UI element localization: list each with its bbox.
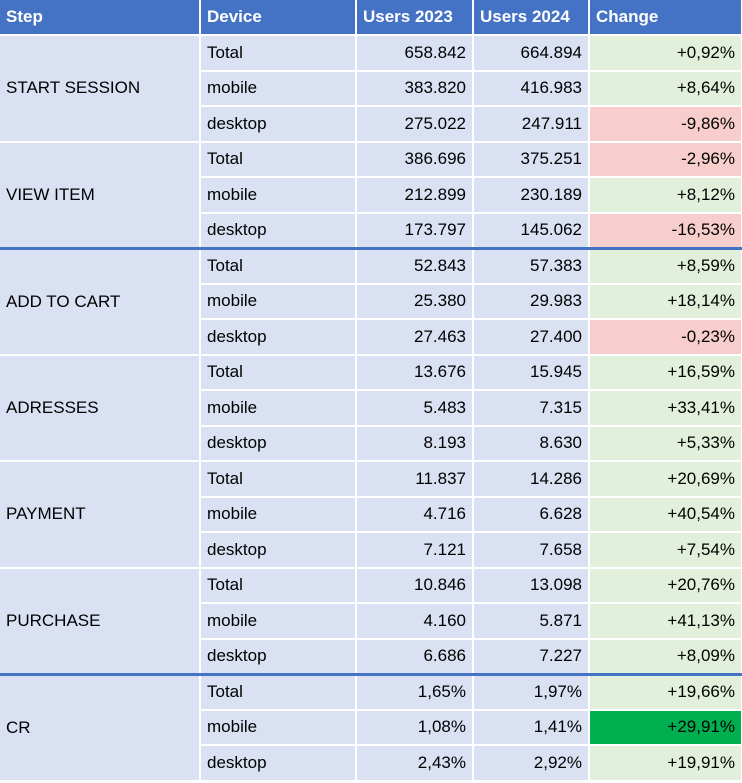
table-row [0,142,742,178]
device-cell: Total [200,142,356,178]
users-2024-cell: 230.189 [473,177,589,213]
users-2023-cell: 11.837 [356,461,473,497]
users-2024-cell: 14.286 [473,461,589,497]
users-2024-cell: 27.400 [473,319,589,355]
change-cell: +19,66% [589,674,742,710]
header-step: Step [0,0,200,35]
users-2023-cell: 27.463 [356,319,473,355]
users-2023-cell: 1,65% [356,674,473,710]
change-cell: -2,96% [589,142,742,178]
step-cell: PAYMENT [0,461,200,568]
device-cell: Total [200,568,356,604]
device-cell: Total [200,248,356,284]
device-cell: mobile [200,603,356,639]
change-cell: +19,91% [589,745,742,781]
users-2024-cell: 7.658 [473,532,589,568]
users-2023-cell: 10.846 [356,568,473,604]
device-cell: mobile [200,284,356,320]
device-cell: desktop [200,745,356,781]
users-2023-cell: 658.842 [356,35,473,71]
users-2024-cell: 145.062 [473,213,589,249]
table-row [0,248,742,284]
step-cell: ADRESSES [0,355,200,462]
device-cell: mobile [200,497,356,533]
step-cell: CR [0,674,200,781]
change-cell: +20,69% [589,461,742,497]
header-change: Change [589,0,742,35]
device-cell: Total [200,35,356,71]
change-cell: -9,86% [589,106,742,142]
step-cell: ADD TO CART [0,248,200,355]
users-2024-cell: 15.945 [473,355,589,391]
table-body [0,35,742,781]
table-row [0,568,742,604]
users-2023-cell: 7.121 [356,532,473,568]
change-cell: +5,33% [589,426,742,462]
device-cell: desktop [200,319,356,355]
users-2024-cell: 5.871 [473,603,589,639]
change-cell: +18,14% [589,284,742,320]
users-2024-cell: 416.983 [473,71,589,107]
table-row [0,355,742,391]
header-users-2024: Users 2024 [473,0,589,35]
change-cell: +33,41% [589,390,742,426]
change-cell: +20,76% [589,568,742,604]
change-cell: -0,23% [589,319,742,355]
users-2024-cell: 57.383 [473,248,589,284]
device-cell: Total [200,355,356,391]
users-2023-cell: 5.483 [356,390,473,426]
change-cell: +8,09% [589,639,742,675]
users-2023-cell: 275.022 [356,106,473,142]
change-cell: +7,54% [589,532,742,568]
header-row [0,0,742,35]
change-cell: +16,59% [589,355,742,391]
users-2024-cell: 375.251 [473,142,589,178]
device-cell: desktop [200,106,356,142]
device-cell: desktop [200,639,356,675]
change-cell: +0,92% [589,35,742,71]
change-cell: -16,53% [589,213,742,249]
device-cell: mobile [200,390,356,426]
device-cell: desktop [200,426,356,462]
users-2024-cell: 29.983 [473,284,589,320]
change-cell: +40,54% [589,497,742,533]
header-device: Device [200,0,356,35]
users-2023-cell: 8.193 [356,426,473,462]
users-2023-cell: 173.797 [356,213,473,249]
users-2024-cell: 1,97% [473,674,589,710]
device-cell: Total [200,674,356,710]
users-2024-cell: 8.630 [473,426,589,462]
device-cell: mobile [200,177,356,213]
change-cell: +8,12% [589,177,742,213]
device-cell: desktop [200,532,356,568]
users-2024-cell: 2,92% [473,745,589,781]
change-cell: +29,91% [589,710,742,746]
users-2024-cell: 664.894 [473,35,589,71]
device-cell: mobile [200,710,356,746]
users-2024-cell: 247.911 [473,106,589,142]
table-row [0,461,742,497]
users-2023-cell: 52.843 [356,248,473,284]
users-2023-cell: 25.380 [356,284,473,320]
users-2024-cell: 6.628 [473,497,589,533]
users-2023-cell: 4.160 [356,603,473,639]
step-cell: START SESSION [0,35,200,142]
users-2023-cell: 386.696 [356,142,473,178]
change-cell: +8,64% [589,71,742,107]
step-cell: VIEW ITEM [0,142,200,249]
change-cell: +41,13% [589,603,742,639]
device-cell: desktop [200,213,356,249]
users-2023-cell: 212.899 [356,177,473,213]
table-row [0,35,742,71]
users-2024-cell: 1,41% [473,710,589,746]
users-2023-cell: 1,08% [356,710,473,746]
device-cell: mobile [200,71,356,107]
users-2023-cell: 6.686 [356,639,473,675]
users-2023-cell: 2,43% [356,745,473,781]
users-2023-cell: 4.716 [356,497,473,533]
users-2023-cell: 383.820 [356,71,473,107]
step-cell: PURCHASE [0,568,200,675]
change-cell: +8,59% [589,248,742,284]
users-2024-cell: 7.315 [473,390,589,426]
users-2024-cell: 7.227 [473,639,589,675]
device-cell: Total [200,461,356,497]
users-2023-cell: 13.676 [356,355,473,391]
header-users-2023: Users 2023 [356,0,473,35]
table-row [0,674,742,710]
users-2024-cell: 13.098 [473,568,589,604]
